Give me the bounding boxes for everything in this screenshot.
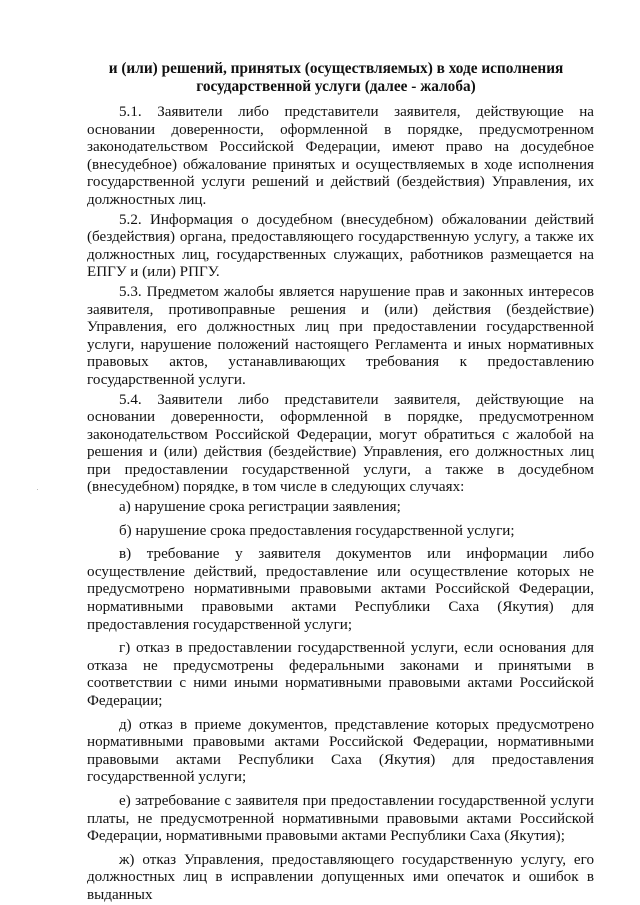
list-item-a: а) нарушение срока регистрации заявления; [119,499,401,516]
list-item-b: б) нарушение срока предоставления государственной услуги; [119,522,515,539]
list-item-d: д) отказ в приеме документов, представление которых предусмотрено нормативными правовыми актами Российской Федерации, нормативными правовыми актами Республики Саха (Якутия) для предоставления государственной услуги; [87,716,594,786]
paragraph-5-1: 5.1. Заявители либо представители заявителя, действующие на основании доверенности, оформленной в порядке, предусмотренном законодательством Российской Федерации, имеют право на досудебное (внесудебное) обжалование принятых и осуществляемых в ходе исполнения государственной услуги решений и действий (бездействия) Управления, их должностных лиц. [87,104,594,208]
list-item-zh: ж) отказ Управления, предоставляющего государственную услугу, его должностных лиц в исправлении допущенных ими опечаток и ошибок в выданных [87,851,594,903]
list-item-v: в) требование у заявителя документов или информации либо осуществление действий, предоставление или осуществление которых не предусмотрено нормативными правовыми актами Российской Федерации, нормативными правовыми актами Республики Саха (Якутия) для предоставления государственной услуги; [87,546,594,633]
document-body [87,104,594,905]
paragraph-5-3: 5.3. Предметом жалобы является нарушение прав и законных интересов заявителя, противоправные решения и (или) действия (бездействие) Управления, его должностных лиц при предоставлении государственной услуги, нарушение положений настоящего Регламента и иных нормативных правовых актов, устанавливающих требования к предоставлению государственной услуги. [87,283,594,388]
list-item-g: г) отказ в предоставлении государственной услуги, если основания для отказа не предусмотрены федеральными законами и принятыми в соответствии с ними иными нормативными правовыми актами Российской Федерации; [87,640,594,709]
list-item-e: е) затребование с заявителя при предоставлении государственной услуги платы, не предусмотренной нормативными правовыми актами Российской Федерации, нормативными правовыми актами Республики Саха (Якутия); [87,792,594,845]
paragraph-5-4: 5.4. Заявители либо представители заявителя, действующие на основании доверенности, оформленной в порядке, предусмотренном законодательством Российской Федерации, могут обратиться с жалобой на решения и (или) действия (бездействие) Управления, его должностных лиц при предоставлении государственной услуги, а также в досудебном (внесудебном) порядке, в том числе в следующих случаях: [87,391,594,496]
scan-speck [37,489,38,490]
section-heading: и (или) решений, принятых (осуществляемых) в ходе исполнения государственной услуги (далее - жалоба) [108,60,564,95]
paragraph-5-2: 5.2. Информация о досудебном (внесудебном) обжаловании действий (бездействия) органа, предоставляющего государственную услугу, а также их должностных лиц, государственных служащих, работников размещается на ЕПГУ и (или) РПГУ. [87,211,594,281]
